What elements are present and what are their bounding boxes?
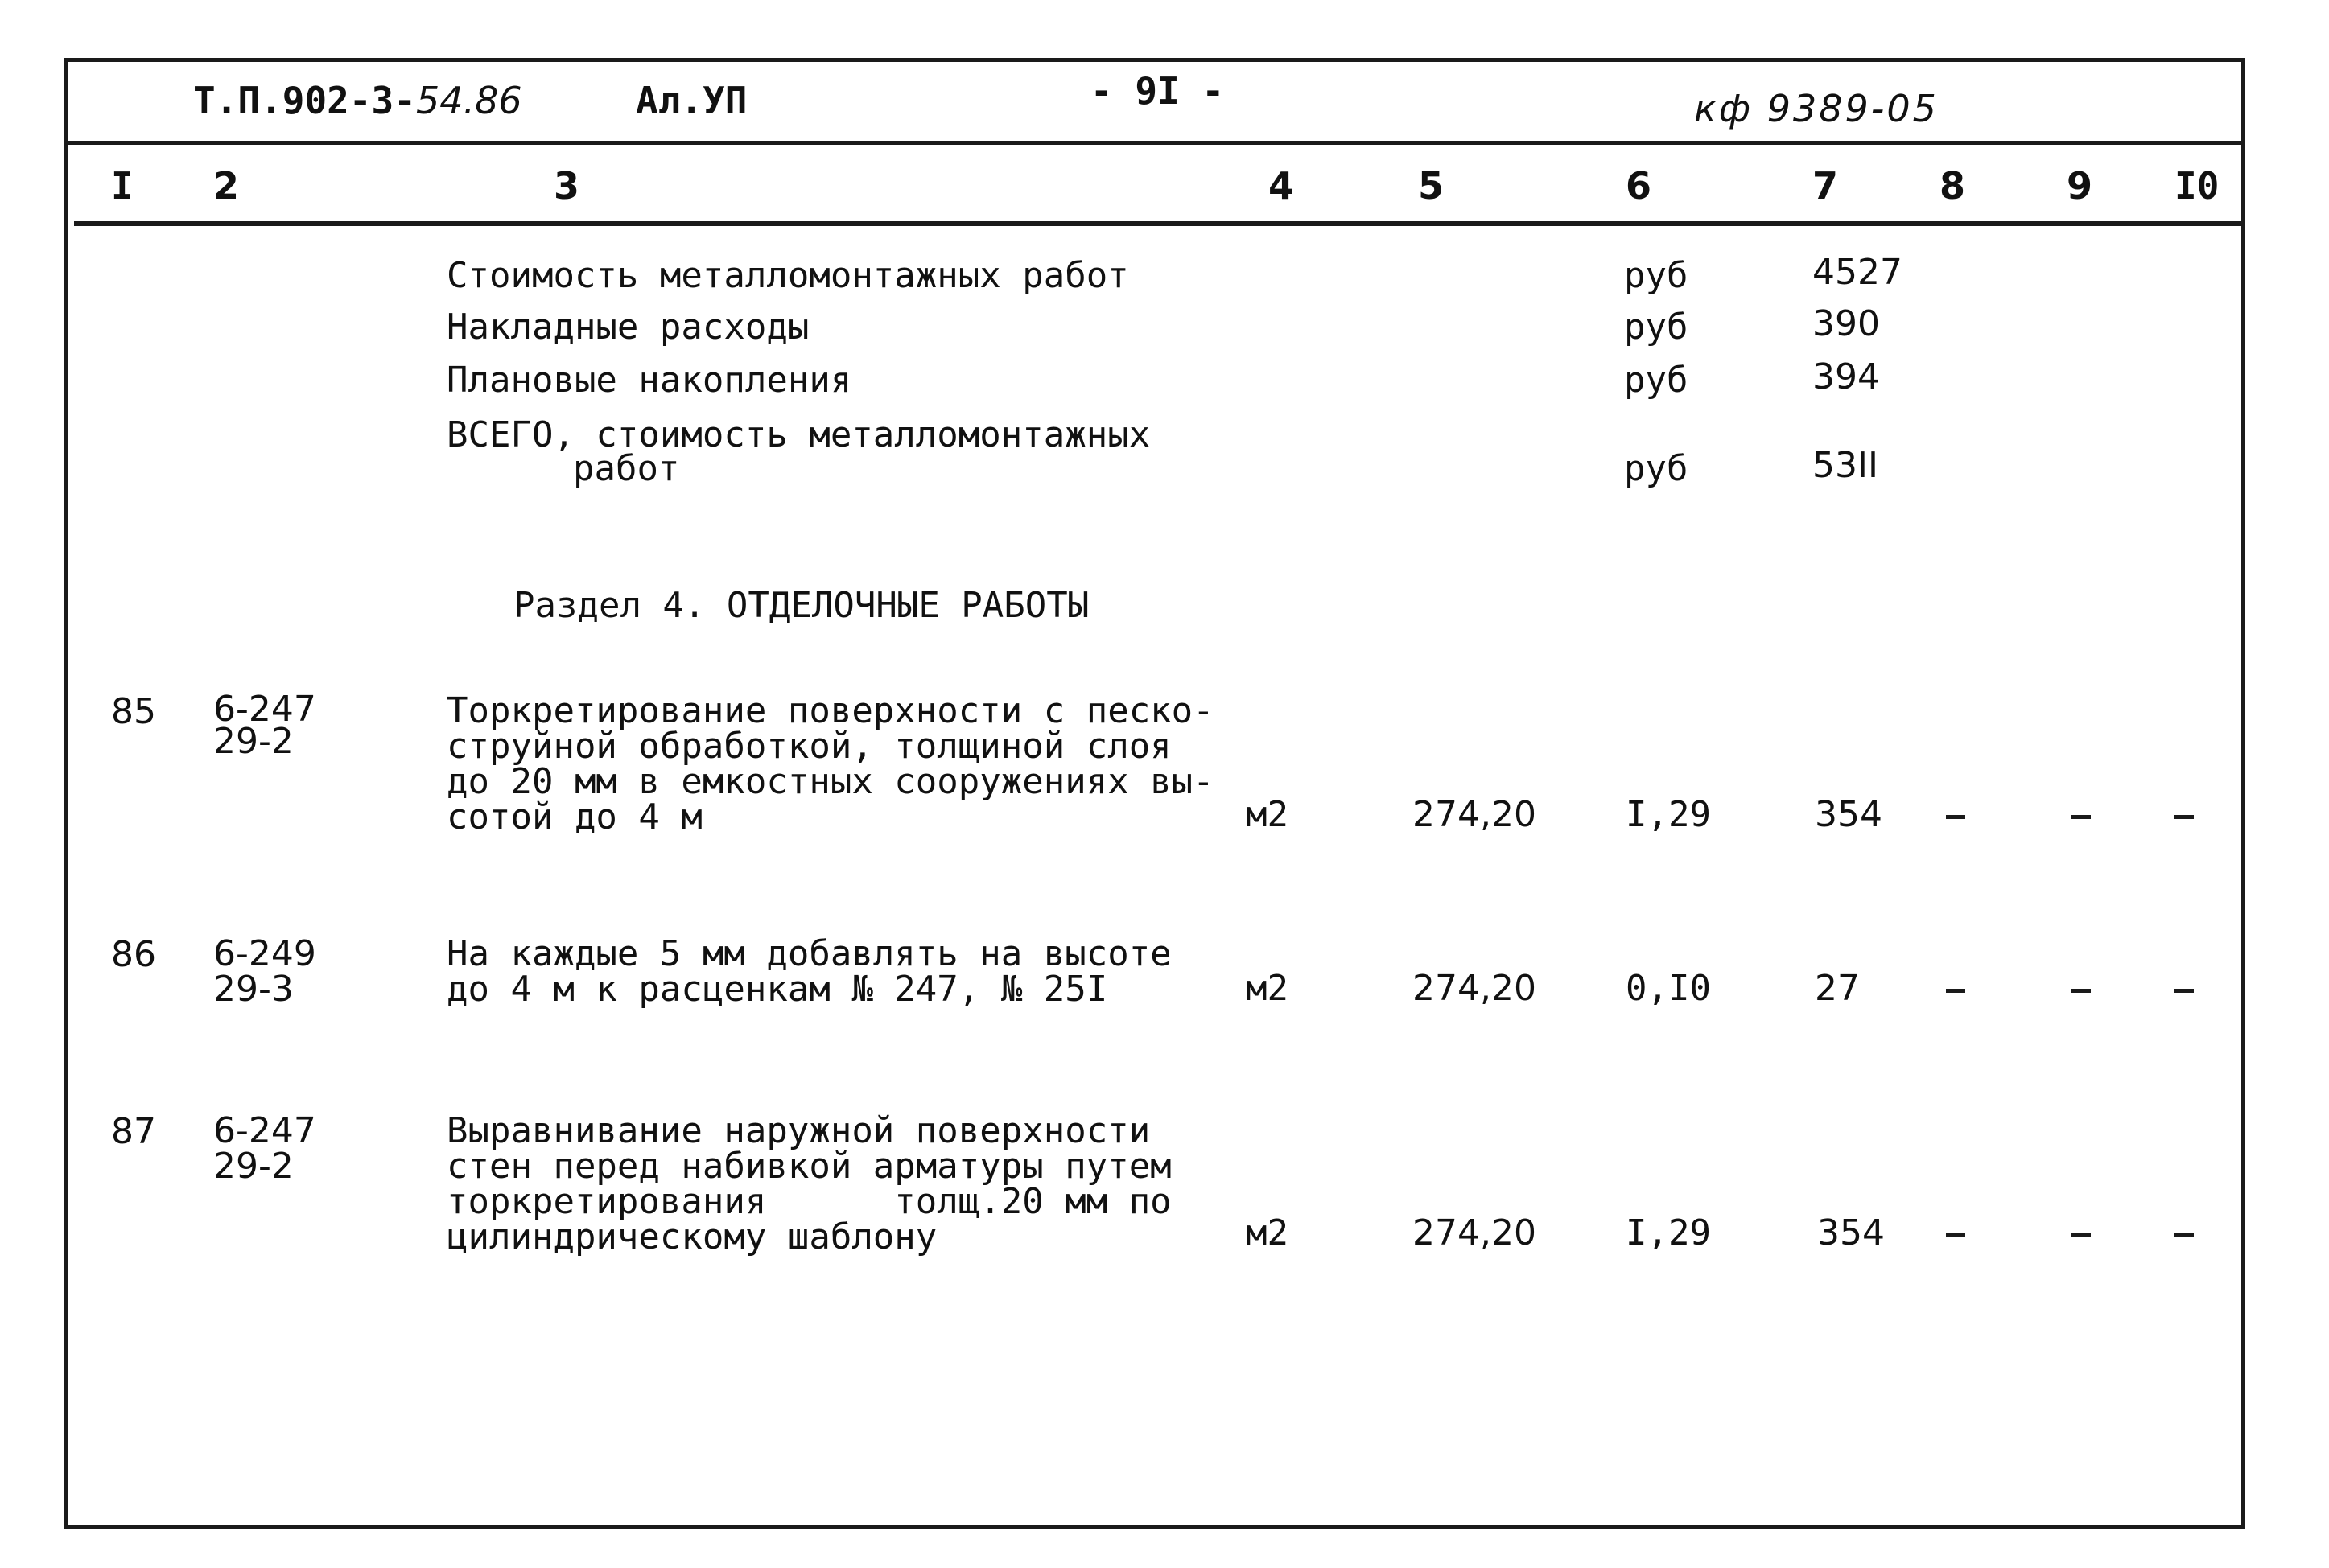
row-86-description: На каждые 5 мм добавлять на высоте до 4 м к расценкам № 247, № 25I (447, 933, 1172, 1010)
row-85-unit-price: I,29 (1626, 794, 1711, 835)
row-85-description: Торкретирование поверхности с песко- струйной обработкой, толщиной слоя до 20 мм в емкостных сооружениях вы- сотой до 4 м (447, 690, 1214, 838)
row-85-code: 6-247 29-2 (213, 689, 316, 762)
summary-unit-total: руб (1624, 448, 1688, 489)
summary-unit-planned-savings: руб (1624, 360, 1688, 401)
row-86-code: 6-249 29-3 (213, 933, 316, 1010)
row-87-number: 87 (111, 1111, 156, 1152)
section-title: Раздел 4. ОТДЕЛОЧНЫЕ РАБОТЫ (513, 585, 1090, 626)
row-87-col10-dash (2174, 1233, 2194, 1237)
document-code-typed: Т.П.902-3- (193, 79, 416, 122)
summary-value-overhead: 390 (1812, 303, 1880, 344)
album-label: Ал.УП (636, 79, 748, 122)
row-87-unit-price: I,29 (1626, 1212, 1711, 1253)
row-87-col8-dash (1946, 1233, 1965, 1237)
summary-value-metalwork: 4527 (1812, 252, 1902, 293)
summary-label-total-line2: работ (573, 448, 680, 489)
row-85-unit: м2 (1246, 794, 1288, 835)
column-header-divider (74, 221, 2245, 226)
summary-value-total: 53II (1812, 445, 1878, 486)
page-number: - 9I - (1090, 69, 1225, 113)
row-85-total: 354 (1815, 794, 1882, 835)
row-87-code: 6-247 29-2 (213, 1110, 316, 1187)
header-divider (64, 141, 2245, 145)
row-85-col8-dash (1946, 815, 1965, 819)
row-87-col9-dash (2071, 1233, 2091, 1237)
row-86-col9-dash (2071, 989, 2091, 993)
row-86-unit: м2 (1246, 968, 1288, 1009)
summary-unit-overhead: руб (1624, 307, 1688, 348)
row-86-col8-dash (1946, 989, 1965, 993)
column-header-7: 7 (1812, 164, 1839, 208)
column-header-3: 3 (554, 164, 580, 208)
column-header-5: 5 (1418, 164, 1445, 208)
column-header-1: I (111, 164, 134, 208)
row-85-quantity: 274,20 (1412, 794, 1536, 835)
row-85-col9-dash (2071, 815, 2091, 819)
summary-label-total-line1: ВСЕГО, стоимость металломонтажных (447, 414, 1151, 455)
row-86-total: 27 (1815, 968, 1860, 1009)
archive-stamp: кф 9389-05 (1694, 87, 1939, 130)
column-header-6: 6 (1626, 164, 1652, 208)
summary-unit-metalwork: руб (1624, 255, 1688, 296)
row-85-number: 85 (111, 691, 156, 732)
row-87-unit: м2 (1246, 1212, 1288, 1253)
column-header-9: 9 (2067, 164, 2093, 208)
column-header-2: 2 (213, 164, 240, 208)
summary-label-planned-savings: Плановые накопления (447, 360, 852, 401)
row-85-col10-dash (2174, 815, 2194, 819)
row-87-description: Выравнивание наружной поверхности стен перед набивкой арматуры путем торкретирования толщ.20 мм по цилиндрическому шаблону (447, 1110, 1172, 1257)
column-header-10: I0 (2174, 164, 2220, 208)
row-86-col10-dash (2174, 989, 2194, 993)
summary-value-planned-savings: 394 (1812, 356, 1880, 397)
summary-label-metalwork: Стоимость металломонтажных работ (447, 255, 1129, 296)
row-86-number: 86 (111, 934, 156, 975)
column-header-8: 8 (1939, 164, 1966, 208)
row-86-unit-price: 0,I0 (1626, 968, 1711, 1009)
document-code (193, 79, 522, 122)
row-86-quantity: 274,20 (1412, 968, 1536, 1009)
summary-label-overhead: Накладные расходы (447, 307, 810, 348)
row-87-total: 354 (1817, 1212, 1885, 1253)
document-code-handwritten: 54.86 (415, 79, 522, 122)
column-header-4: 4 (1268, 164, 1295, 208)
row-87-quantity: 274,20 (1412, 1212, 1536, 1253)
